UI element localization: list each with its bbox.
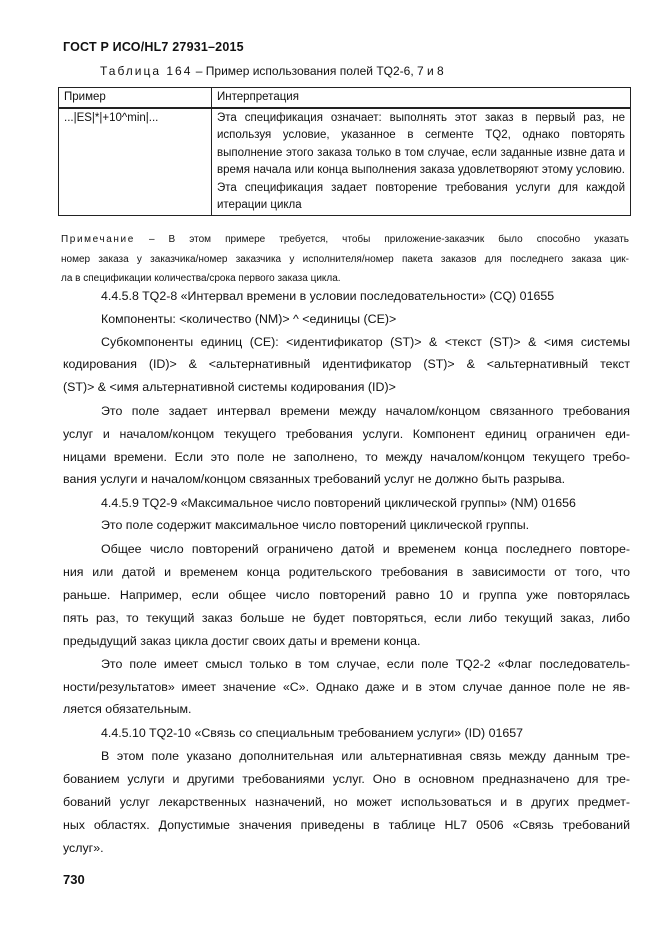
body-line: ляется обязательным. <box>63 702 192 716</box>
column-header-interpretation: Интерпретация <box>212 88 631 108</box>
note-line-2: номер заказа у заказчика/номер заказчика у исполнителя/номер пакета заказов для последнего заказа цик- <box>61 253 629 265</box>
table-row <box>59 108 631 216</box>
body-line: Это поле содержит максимальное число повторений циклической группы. <box>101 518 530 532</box>
body-line: Компоненты: <количество (NM)> ^ <единицы (CE)> <box>101 312 397 326</box>
body-line: раньше. Например, если общее число повторений равно 10 и группа уже повторялась <box>63 588 630 602</box>
body-line: вания услуги и началом/концом связанных требований услуг не должно быть разрыва. <box>63 472 566 486</box>
page-number: 730 <box>63 872 85 887</box>
table-cell-example: ...|ES|*|+10^min|... <box>59 108 212 216</box>
example-table <box>58 87 631 216</box>
body-line: ния или датой и временем конца родительского требования в зависимости от того, что <box>63 565 630 579</box>
body-line: Субкомпоненты единиц (CE): <идентификатор (ST)> & <текст (ST)> & <имя системы <box>101 335 630 349</box>
body-line: (ST)> & <имя альтернативной системы кодирования (ID)> <box>63 380 396 394</box>
table-cell-interpretation <box>212 108 631 216</box>
table-caption-title: Пример использования полей TQ2-6, 7 и 8 <box>205 64 444 78</box>
document-header: ГОСТ Р ИСО/HL7 27931–2015 <box>63 40 244 54</box>
section-heading-4-4-5-8: 4.4.5.8 TQ2-8 «Интервал времени в условии последовательности» (CQ) 01655 <box>101 289 555 303</box>
table-caption-label: Таблица 164 <box>100 64 193 78</box>
note-line-3: ла в спецификации количества/срока первого заказа цикла. <box>61 273 341 284</box>
body-line: Общее число повторений ограничено датой и временем конца последнего повторе- <box>101 542 630 556</box>
body-line: предыдущий заказ цикла достиг своих даты и времени конца. <box>63 634 421 648</box>
body-line: пять раз, то текущий заказ больше не будет повторяться, если либо текущий заказ, либо <box>63 611 630 625</box>
body-line: услуг». <box>63 841 104 855</box>
table-note <box>61 230 629 289</box>
body-line: ницами времени. Если это поле не заполнено, то между началом/концом текущего требо- <box>63 450 630 464</box>
note-label: Примечание <box>61 234 135 245</box>
column-header-example: Пример <box>59 88 212 108</box>
body-line: Это поле задает интервал времени между началом/концом связанного требования <box>101 404 630 418</box>
body-line: Это поле имеет смысл только в том случае, если поле TQ2-2 «Флаг последователь- <box>101 657 630 671</box>
body-line: бованием услуги и другими требованиями услуг. Оно в основном предназначено для тре- <box>63 772 630 786</box>
interpretation-text: Эта спецификация означает: выполнять этот заказ в первый раз, не используя условие, указанное в сегменте TQ2, однако повторять выполнение этого заказа только в том случае, если заданные извне дата и время начала или конца выполнения заказа удовлетворяют этому условию. Эта спецификация задает повторение требования услуги для каждой итерации цикла <box>217 111 625 211</box>
body-line: ности/результатов» имеет значение «C». Однако даже и в этом случае данное поле не яв- <box>63 680 630 694</box>
table-header-row <box>59 88 631 108</box>
table-caption-dash: – <box>195 64 203 78</box>
body-line: В этом поле указано дополнительная или альтернативная связь между данным тре- <box>101 749 630 763</box>
section-heading-4-4-5-10: 4.4.5.10 TQ2-10 «Связь со специальным требованием услуги» (ID) 01657 <box>101 726 524 740</box>
body-line: кодирования (ID)> & <альтернативный идентификатор (ST)> & <альтернативный текст <box>63 357 630 371</box>
section-heading-4-4-5-9: 4.4.5.9 TQ2-9 «Максимальное число повторений циклической группы» (NM) 01656 <box>101 496 576 510</box>
body-line: бований услуг лекарственных назначений, но может использоваться и в других предмет- <box>63 795 630 809</box>
note-line-1: Примечание – В этом примере требуется, чтобы приложение-заказчик было способно указать <box>61 234 629 245</box>
table-caption <box>100 64 444 78</box>
body-line: ных областях. Допустимые значения приведены в таблице HL7 0506 «Связь требований <box>63 818 630 832</box>
body-line: услуг и началом/концом текущего требования услуги. Компонент единиц ограничен еди- <box>63 427 630 441</box>
